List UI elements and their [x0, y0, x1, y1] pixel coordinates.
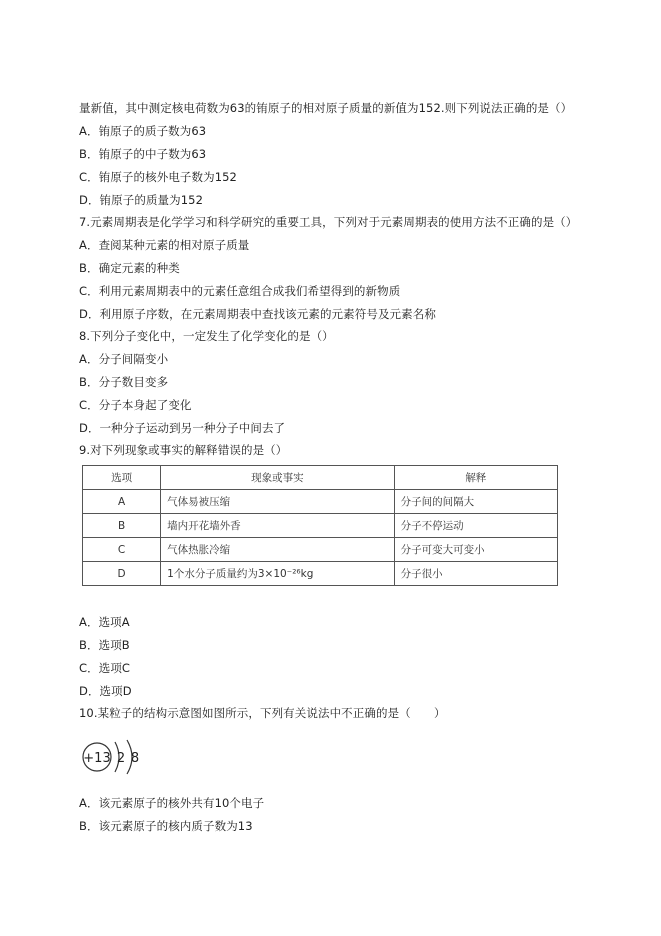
shell-2-electrons: 8	[130, 751, 140, 766]
atom-structure-diagram	[79, 737, 159, 777]
table-row	[83, 538, 558, 562]
q7-option-c: C．利用元素周期表中的元素任意组合成我们希望得到的新物质	[79, 284, 401, 298]
header-explanation: 解释	[394, 466, 557, 490]
q10-stem: 10.某粒子的结构示意图如图所示，下列有关说法中不正确的是（ ）	[79, 706, 446, 720]
q6-option-c: C．铕原子的核外电子数为152	[79, 170, 237, 184]
table-row	[83, 562, 558, 586]
header-option: 选项	[83, 466, 161, 490]
row-phenomenon: 气体易被压缩	[161, 490, 394, 514]
header-phenomenon: 现象或事实	[161, 466, 394, 490]
q7-stem: 7.元素周期表是化学学习和科学研究的重要工具，下列对于元素周期表的使用方法不正确的是（）	[79, 215, 578, 229]
row-option: B	[83, 514, 161, 538]
shell-1-electrons: 2	[116, 751, 126, 766]
row-option: C	[83, 538, 161, 562]
table-row	[83, 514, 558, 538]
q10-option-a: A．该元素原子的核外共有10个电子	[79, 796, 265, 810]
q9-option-c: C．选项C	[79, 661, 131, 675]
row-option: D	[83, 562, 161, 586]
q6-stem: 量新值，其中测定核电荷数为63的铕原子的相对原子质量的新值为152.则下列说法正确的是（）	[79, 101, 573, 115]
row-explanation: 分子间的间隔大	[394, 490, 557, 514]
q8-option-a: A．分子间隔变小	[79, 352, 169, 366]
q7-option-a: A．查阅某种元素的相对原子质量	[79, 238, 250, 252]
row-explanation: 分子很小	[394, 562, 557, 586]
q6-option-a: A．铕原子的质子数为63	[79, 124, 207, 138]
q7-option-b: B．确定元素的种类	[79, 261, 180, 275]
table-row	[83, 490, 558, 514]
q10-option-b: B．该元素原子的核内质子数为13	[79, 819, 253, 833]
row-explanation: 分子不停运动	[394, 514, 557, 538]
q9-option-b: B．选项B	[79, 638, 130, 652]
q9-stem: 9.对下列现象或事实的解释错误的是（）	[79, 443, 288, 457]
row-phenomenon: 墙内开花墙外香	[161, 514, 394, 538]
row-phenomenon: 气体热胀冷缩	[161, 538, 394, 562]
q7-option-d: D．利用原子序数，在元素周期表中查找该元素的元素符号及元素名称	[79, 307, 436, 321]
row-phenomenon: 1个水分子质量约为3×10⁻²⁶kg	[161, 562, 394, 586]
row-option: A	[83, 490, 161, 514]
q8-option-c: C．分子本身起了变化	[79, 398, 192, 412]
nucleus-charge: +13	[83, 751, 111, 766]
q8-option-d: D．一种分子运动到另一种分子中间去了	[79, 421, 286, 435]
table-header-row	[83, 466, 558, 490]
q8-option-b: B．分子数目变多	[79, 375, 169, 389]
q6-option-d: D．铕原子的质量为152	[79, 193, 204, 207]
q8-stem: 8.下列分子变化中，一定发生了化学变化的是（）	[79, 329, 334, 343]
row-explanation: 分子可变大可变小	[394, 538, 557, 562]
q6-option-b: B．铕原子的中子数为63	[79, 147, 207, 161]
q9-option-d: D．选项D	[79, 684, 132, 698]
q9-table	[82, 465, 558, 586]
q9-option-a: A．选项A	[79, 615, 130, 629]
